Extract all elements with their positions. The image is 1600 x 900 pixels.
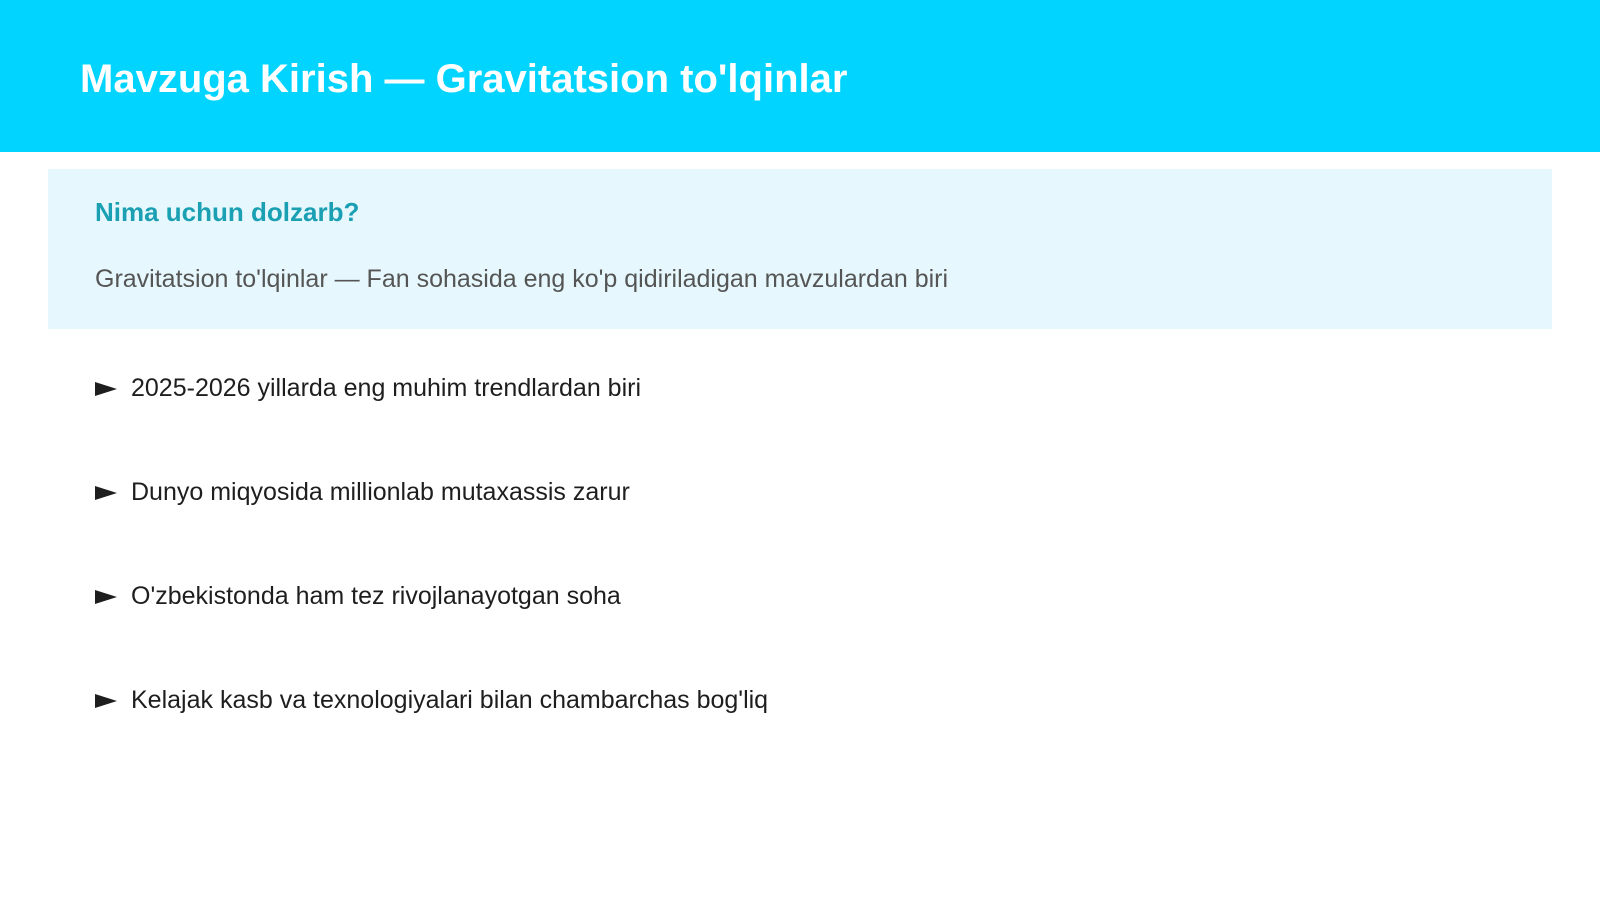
bullet-text: Dunyo miqyosida millionlab mutaxassis zarur: [131, 478, 630, 506]
relevance-callout: [48, 169, 1552, 329]
callout-body: Gravitatsion to'lqinlar — Fan sohasida eng ko'p qidiriladigan mavzulardan biri: [95, 265, 949, 293]
triangle-right-icon: [95, 694, 117, 708]
bullet-text: O'zbekistonda ham tez rivojlanayotgan soha: [131, 582, 621, 610]
bullet-text: Kelajak kasb va texnologiyalari bilan chambarchas bog'liq: [131, 686, 769, 714]
triangle-right-icon: [95, 590, 117, 604]
triangle-right-icon: [95, 486, 117, 500]
triangle-right-icon: [95, 382, 117, 396]
bullet-text: 2025-2026 yillarda eng muhim trendlardan biri: [131, 374, 642, 402]
slide-title: Mavzuga Kirish — Gravitatsion to'lqinlar: [80, 57, 848, 101]
callout-heading: Nima uchun dolzarb?: [95, 197, 360, 227]
title-bar: [0, 0, 1600, 152]
